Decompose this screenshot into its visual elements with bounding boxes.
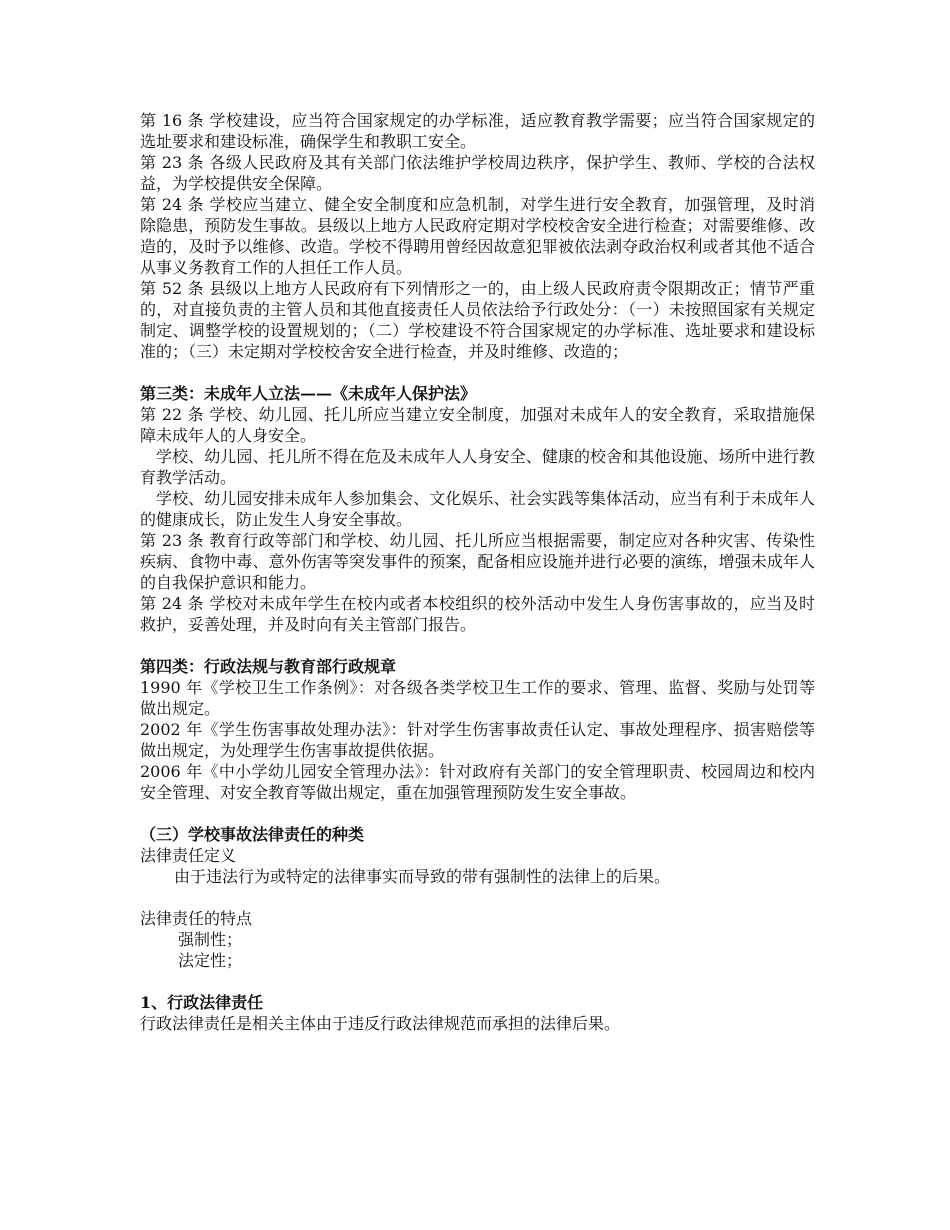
section-heading-minor-protection: 第三类：未成年人立法——《未成年人保护法》 xyxy=(140,384,477,403)
paragraph-article-23: 第 23 条 各级人民政府及其有关部门依法维护学校周边秩序，保护学生、教师、学校的合法权益，为学校提供安全保障。 xyxy=(140,153,815,193)
paragraph-article-52: 第 52 条 县级以上地方人民政府有下列情形之一的，由上级人民政府责令限期改正；情节严重的，对直接负责的主管人员和其他直接责任人员依法给予行政处分：（一）未按照国家有关规定制定、调整学校的设置规划的；（二）学校建设不符合国家规定的办学标准、选址要求和建设标准的；（三）未定期对学校校舍安全进行检查，并及时维修、改造的； xyxy=(140,279,815,361)
paragraph-article-24: 第 24 条 学校应当建立、健全安全制度和应急机制，对学生进行安全教育，加强管理，及时消除隐患，预防发生事故。县级以上地方人民政府定期对学校校舍安全进行检查；对需要维修、改造的，及时予以维修、改造。学校不得聘用曾经因故意犯罪被依法剥夺政治权利或者其他不适合从事义务教育工作的人担任工作人员。 xyxy=(140,195,815,277)
paragraph-minor-article-23: 第 23 条 教育行政等部门和学校、幼儿园、托儿所应当根据需要，制定应对各种灾害、传染性疾病、食物中毒、意外伤害等突发事件的预案，配备相应设施并进行必要的演练，增强未成年人的自我保护意识和能力。 xyxy=(140,531,815,592)
section-heading-administrative-liability: 1、行政法律责任 xyxy=(140,993,264,1012)
paragraph-regulation-2006: 2006 年《中小学幼儿园安全管理办法》：针对政府有关部门的安全管理职责、校园周边和校内安全管理、对安全教育等做出规定，重在加强管理预防发生安全事故。 xyxy=(140,762,815,802)
paragraph-minor-article-24: 第 24 条 学校对未成年学生在校内或者本校组织的校外活动中发生人身伤害事故的，应当及时救护，妥善处理，并及时向有关主管部门报告。 xyxy=(140,594,815,634)
spacer xyxy=(140,803,815,824)
section-heading-regulations: 第四类：行政法规与教育部行政规章 xyxy=(140,657,397,676)
paragraph-liability-definition: 由于违法行为或特定的法律事实而导致的带有强制性的法律上的后果。 xyxy=(174,867,671,886)
list-item-feature-coercive: 强制性； xyxy=(178,930,243,949)
paragraph-liability-features-label: 法律责任的特点 xyxy=(140,909,253,928)
paragraph-minor-article-22-clause-3: 学校、幼儿园安排未成年人参加集会、文化娱乐、社会实践等集体活动，应当有利于未成年人的健康成长，防止发生人身安全事故。 xyxy=(140,489,815,529)
paragraph-minor-article-22: 第 22 条 学校、幼儿园、托儿所应当建立安全制度，加强对未成年人的安全教育，采取措施保障未成年人的人身安全。 xyxy=(140,405,815,445)
spacer xyxy=(140,971,815,992)
document-page xyxy=(140,110,815,1034)
paragraph-article-16: 第 16 条 学校建设，应当符合国家规定的办学标准，适应教育教学需要；应当符合国家规定的选址要求和建设标准，确保学生和教职工安全。 xyxy=(140,111,815,151)
spacer xyxy=(140,362,815,383)
paragraph-administrative-liability: 行政法律责任是相关主体由于违反行政法律规范而承担的法律后果。 xyxy=(140,1014,621,1033)
paragraph-minor-article-22-clause-2: 学校、幼儿园、托儿所不得在危及未成年人人身安全、健康的校舍和其他设施、场所中进行教育教学活动。 xyxy=(140,447,815,487)
section-heading-liability-types: （三）学校事故法律责任的种类 xyxy=(140,825,365,844)
list-item-feature-statutory: 法定性； xyxy=(178,951,243,970)
spacer xyxy=(140,887,815,908)
paragraph-liability-definition-label: 法律责任定义 xyxy=(140,846,237,865)
paragraph-regulation-2002: 2002 年《学生伤害事故处理办法》：针对学生伤害事故责任认定、事故处理程序、损害赔偿等做出规定，为处理学生伤害事故提供依据。 xyxy=(140,720,815,760)
paragraph-regulation-1990: 1990 年《学校卫生工作条例》：对各级各类学校卫生工作的要求、管理、监督、奖励与处罚等做出规定。 xyxy=(140,678,815,718)
spacer xyxy=(140,635,815,656)
